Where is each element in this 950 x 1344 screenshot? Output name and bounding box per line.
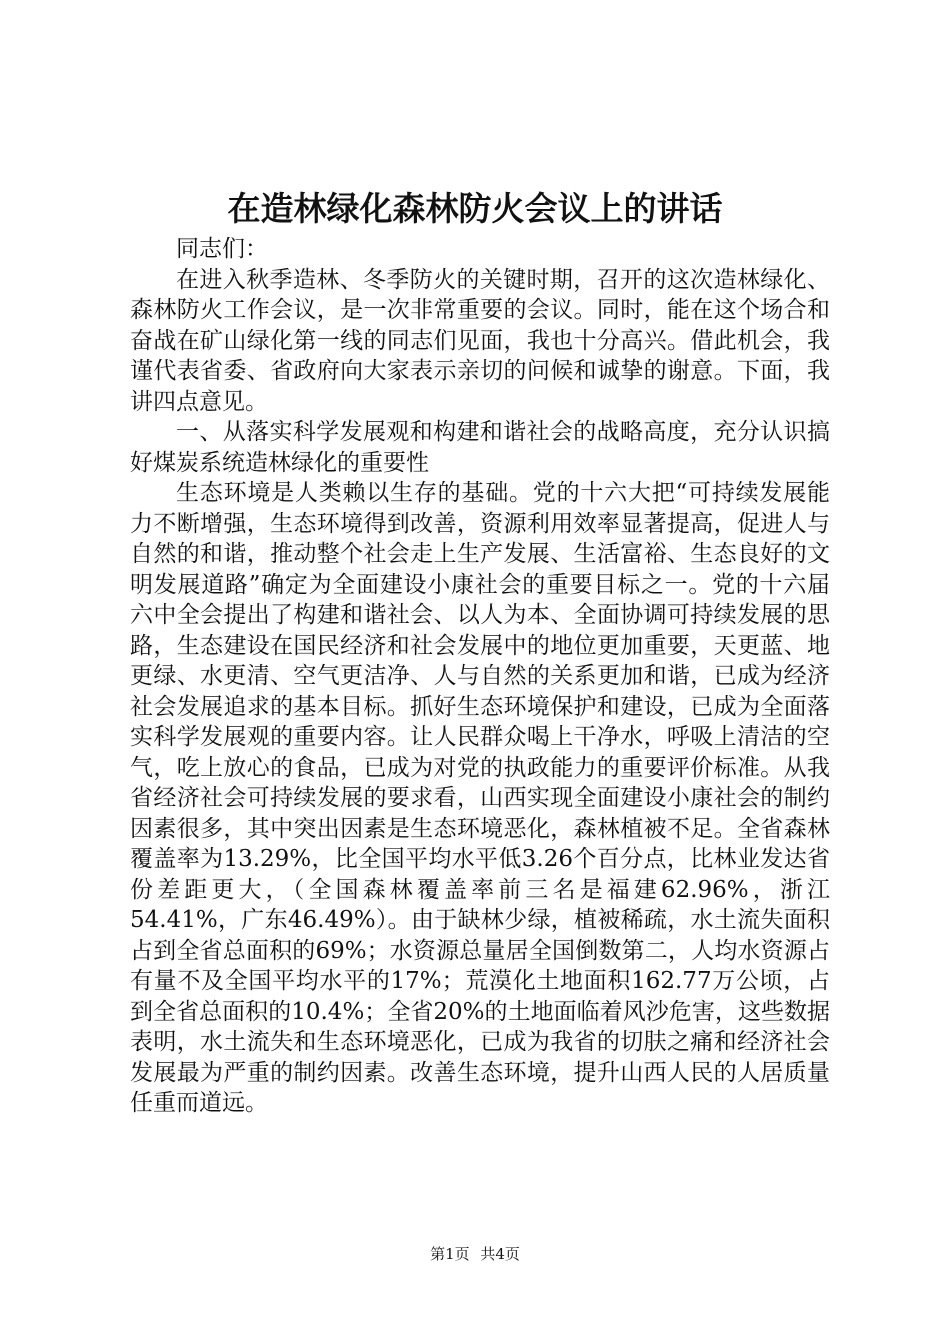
paragraph-ecology: 生态环境是人类赖以生存的基础。党的十六大把“可持续发展能力不断增强，生态环境得到改善，资源利用效率显著提高，促进人与自然的和谐，推动整个社会走上生产发展、生活富裕、生态良好的文明发展道路”确定为全面建设小康社会的重要目标之一。党的十六届六中全会提出了构建和谐社会、以人为本、全面协调可持续发展的思路，生态建设在国民经济和社会发展中的地位更加重要，天更蓝、地更绿、水更清、空气更洁净、人与自然的关系更加和谐，已成为经济社会发展追求的基本目标。抓好生态环境保护和建设，已成为全面落实科学发展观的重要内容。让人民群众喝上干净水，呼吸上清洁的空气，吃上放心的食品，已成为对党的执政能力的重要评价标准。从我省经济社会可持续发展的要求看，山西实现全面建设小康社会的制约因素很多，其中突出因素是生态环境恶化，森林植被不足。全省森林覆盖率为13.29%，比全国平均水平低3.26个百分点，比林业发达省份差距更大，（全国森林覆盖率前三名是福建62.96%，浙江54.41%，广东46.49%）。由于缺林少绿，植被稀疏，水土流失面积占到全省总面积的69%；水资源总量居全国倒数第二，人均水资源占有量不及全国平均水平的17%；荒漠化土地面积162.77万公顷，占到全省总面积的10.4%；全省20%的土地面临着风沙危害，这些数据表明，水土流失和生态环境恶化，已成为我省的切肤之痛和经济社会发展最为严重的制约因素。改善生态环境，提升山西人民的人居质量任重而道远。 xyxy=(130,480,830,1116)
page-footer xyxy=(0,1244,950,1264)
document-body xyxy=(130,234,830,1119)
page-number: 第1页 xyxy=(430,1245,470,1263)
page-total: 共4页 xyxy=(480,1245,520,1263)
salutation: 同志们： xyxy=(176,236,268,262)
section-heading: 一、从落实科学发展观和构建和谐社会的战略高度，充分认识搞好煤炭系统造林绿化的重要性 xyxy=(130,419,830,476)
document-title: 在造林绿化森林防火会议上的讲话 xyxy=(227,189,723,228)
paragraph-intro: 在进入秋季造林、冬季防火的关键时期，召开的这次造林绿化、森林防火工作会议，是一次非常重要的会议。同时，能在这个场合和奋战在矿山绿化第一线的同志们见面，我也十分高兴。借此机会，我谨代表省委、省政府向大家表示亲切的问候和诚挚的谢意。下面，我讲四点意见。 xyxy=(130,266,830,415)
